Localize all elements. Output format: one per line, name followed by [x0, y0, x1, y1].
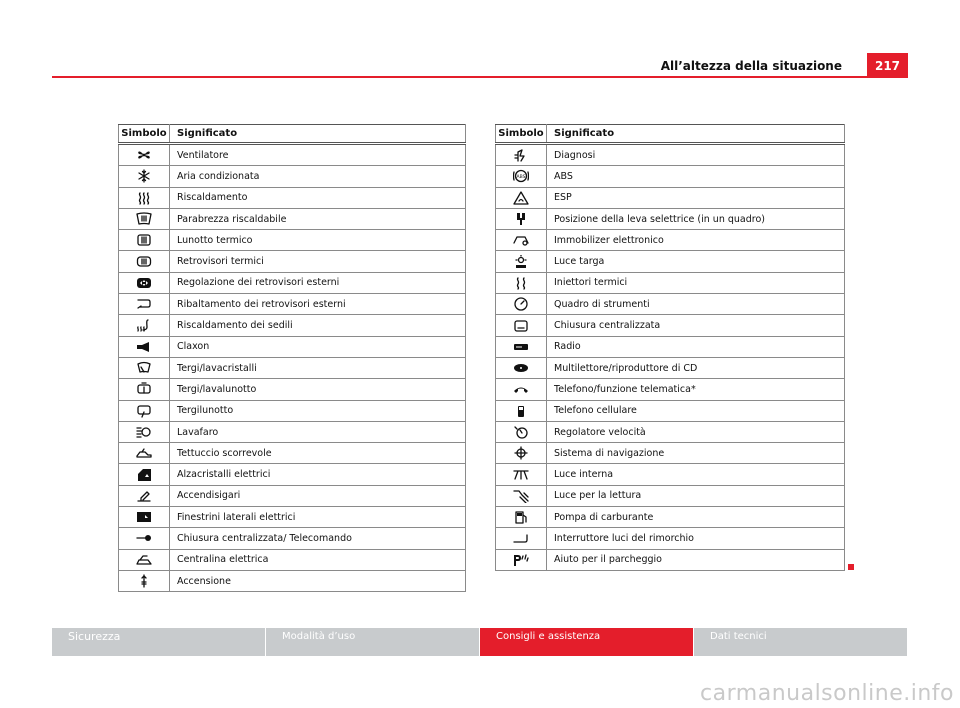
symbol-cell: [119, 230, 170, 251]
table-row: [119, 421, 466, 442]
symbol-cell: [119, 485, 170, 506]
radio-icon: [513, 340, 529, 354]
symbol-cell: [496, 336, 547, 357]
meaning-cell: Riscaldamento dei sedili: [170, 315, 466, 336]
symbol-cell: [119, 549, 170, 570]
footer-tab-dati-tecnici[interactable]: Dati tecnici: [694, 628, 907, 656]
table-row: [119, 485, 466, 506]
symbol-cell: [496, 294, 547, 315]
watermark: carmanualsonline.info: [700, 681, 954, 706]
front-wiper-washer-icon: [136, 361, 152, 375]
meaning-cell: Aiuto per il parcheggio: [547, 549, 845, 570]
symbol-cell: [496, 272, 547, 293]
table-row: [119, 272, 466, 293]
table-row: [119, 315, 466, 336]
meaning-cell: Radio: [547, 336, 845, 357]
meaning-cell: Pompa di carburante: [547, 507, 845, 528]
meaning-cell: Ribaltamento dei retrovisori esterni: [170, 294, 466, 315]
symbol-cell: [496, 421, 547, 442]
symbol-cell: [119, 315, 170, 336]
plate-light-icon: [513, 255, 529, 269]
meaning-cell: Multilettore/riproduttore di CD: [547, 357, 845, 378]
heating-icon: [136, 191, 152, 205]
symbol-cell: [496, 549, 547, 570]
symbol-cell: [119, 507, 170, 528]
abs-icon-text: ABS: [516, 175, 526, 181]
symbol-cell: [119, 208, 170, 229]
symbol-cell: [496, 208, 547, 229]
symbol-cell: [119, 357, 170, 378]
meaning-cell: Luce per la lettura: [547, 485, 845, 506]
windshield-heat-icon: [136, 212, 152, 226]
footer-nav: [52, 628, 908, 656]
table-row: [119, 208, 466, 229]
symbol-cell: [119, 294, 170, 315]
remote-key-icon: [136, 531, 152, 545]
table-header-row: [496, 125, 845, 144]
abs-icon: [513, 169, 529, 183]
meaning-cell: Quadro di strumenti: [547, 294, 845, 315]
symbol-cell: [496, 357, 547, 378]
meaning-cell: ESP: [547, 187, 845, 208]
symbol-cell: [119, 166, 170, 187]
gear-selector-icon: [513, 212, 529, 226]
table-row: [119, 230, 466, 251]
meaning-cell: Claxon: [170, 336, 466, 357]
table-row: [119, 570, 466, 591]
table-row: [496, 549, 845, 570]
symbol-cell: [496, 315, 547, 336]
symbol-cell: [119, 528, 170, 549]
meaning-cell: Accendisigari: [170, 485, 466, 506]
symbol-cell: [496, 464, 547, 485]
footer-tab-modalita-uso[interactable]: Modalità d’uso: [266, 628, 479, 656]
table-row: [119, 528, 466, 549]
column-header-symbol: Simbolo: [496, 125, 547, 144]
section-title: All’altezza della situazione: [660, 59, 842, 73]
table-row: [496, 251, 845, 272]
table-row: [119, 144, 466, 166]
meaning-cell: Alzacristalli elettrici: [170, 464, 466, 485]
table-row: [119, 357, 466, 378]
reading-light-icon: [513, 489, 529, 503]
headlight-washer-icon: [136, 425, 152, 439]
meaning-cell: Immobilizer elettronico: [547, 230, 845, 251]
symbol-cell: [119, 251, 170, 272]
table-row: [119, 166, 466, 187]
ignition-icon: [136, 574, 152, 588]
table-row: [496, 485, 845, 506]
symbol-cell: [496, 507, 547, 528]
symbol-cell: [119, 443, 170, 464]
central-lock-icon: [513, 319, 529, 333]
table-row: [496, 379, 845, 400]
meaning-cell: ABS: [547, 166, 845, 187]
table-row: [119, 400, 466, 421]
meaning-cell: Sistema di navigazione: [547, 443, 845, 464]
meaning-cell: Tergilunotto: [170, 400, 466, 421]
symbol-cell: [119, 336, 170, 357]
symbol-cell: [496, 166, 547, 187]
symbol-cell: [496, 144, 547, 166]
symbol-cell: [119, 187, 170, 208]
power-window-icon: [136, 468, 152, 482]
column-header-meaning: Significato: [547, 125, 845, 144]
table-row: [496, 272, 845, 293]
table-row: [119, 251, 466, 272]
telephone-icon: [513, 382, 529, 396]
meaning-cell: Chiusura centralizzata/ Telecomando: [170, 528, 466, 549]
mirror-adjust-icon: [136, 276, 152, 290]
meaning-cell: Riscaldamento: [170, 187, 466, 208]
horn-icon: [136, 340, 152, 354]
table-header-row: [119, 125, 466, 144]
symbol-cell: [119, 421, 170, 442]
column-header-meaning: Significato: [170, 125, 466, 144]
table-row: [496, 357, 845, 378]
fuel-pump-icon: [513, 510, 529, 524]
trailer-light-icon: [513, 531, 529, 545]
cruise-control-icon: [513, 425, 529, 439]
symbol-cell: [119, 570, 170, 591]
meaning-cell: Tergi/lavalunotto: [170, 379, 466, 400]
table-row: [496, 166, 845, 187]
rear-wiper-washer-icon: [136, 382, 152, 396]
symbol-table-left: [118, 124, 466, 592]
table-row: [119, 549, 466, 570]
parking-aid-icon: [513, 553, 529, 567]
mobile-phone-icon: [513, 404, 529, 418]
car-electrics-icon: [136, 553, 152, 567]
symbol-cell: [119, 144, 170, 166]
meaning-cell: Finestrini laterali elettrici: [170, 507, 466, 528]
meaning-cell: Regolatore velocità: [547, 421, 845, 442]
table-row: [496, 294, 845, 315]
rear-window-heat-icon: [136, 233, 152, 247]
table-row: [496, 315, 845, 336]
table-row: [119, 443, 466, 464]
meaning-cell: Parabrezza riscaldabile: [170, 208, 466, 229]
rear-wiper-icon: [136, 404, 152, 418]
meaning-cell: Iniettori termici: [547, 272, 845, 293]
table-row: [496, 336, 845, 357]
meaning-cell: Centralina elettrica: [170, 549, 466, 570]
table-row: [496, 528, 845, 549]
symbol-cell: [496, 187, 547, 208]
meaning-cell: Lunotto termico: [170, 230, 466, 251]
snowflake-icon: [136, 169, 152, 183]
table-row: [119, 336, 466, 357]
cd-player-icon: [513, 361, 529, 375]
symbol-cell: [119, 379, 170, 400]
table-row: [496, 400, 845, 421]
footer-tab-consigli-assistenza[interactable]: Consigli e assistenza: [480, 628, 693, 656]
symbol-cell: [496, 251, 547, 272]
symbol-cell: [496, 400, 547, 421]
meaning-cell: Diagnosi: [547, 144, 845, 166]
meaning-cell: Tergi/lavacristalli: [170, 357, 466, 378]
immobilizer-icon: [513, 233, 529, 247]
symbol-cell: [496, 230, 547, 251]
esp-icon: [513, 191, 529, 205]
symbol-cell: [119, 464, 170, 485]
table-row: [496, 507, 845, 528]
meaning-cell: Interruttore luci del rimorchio: [547, 528, 845, 549]
diagnosis-icon: [513, 148, 529, 162]
sunroof-icon: [136, 446, 152, 460]
interior-light-icon: [513, 468, 529, 482]
meaning-cell: Tettuccio scorrevole: [170, 443, 466, 464]
navigation-icon: [513, 446, 529, 460]
table-row: [119, 294, 466, 315]
table-row: [496, 421, 845, 442]
table-row: [496, 443, 845, 464]
side-window-icon: [136, 510, 152, 524]
fan-icon: [136, 148, 152, 162]
meaning-cell: Telefono cellulare: [547, 400, 845, 421]
instrument-cluster-icon: [513, 297, 529, 311]
table-row: [119, 379, 466, 400]
table-row: [496, 230, 845, 251]
header-rule: [52, 76, 908, 78]
symbol-cell: [119, 400, 170, 421]
page-number: 217: [867, 53, 908, 77]
meaning-cell: Telefono/funzione telematica*: [547, 379, 845, 400]
meaning-cell: Luce targa: [547, 251, 845, 272]
seat-heat-icon: [136, 319, 152, 333]
meaning-cell: Luce interna: [547, 464, 845, 485]
meaning-cell: Regolazione dei retrovisori esterni: [170, 272, 466, 293]
symbol-cell: [119, 272, 170, 293]
mirror-fold-icon: [136, 297, 152, 311]
symbol-cell: [496, 379, 547, 400]
table-row: [119, 187, 466, 208]
meaning-cell: Posizione della leva selettrice (in un quadro): [547, 208, 845, 229]
meaning-cell: Lavafaro: [170, 421, 466, 442]
symbol-cell: [496, 443, 547, 464]
meaning-cell: Ventilatore: [170, 144, 466, 166]
symbol-cell: [496, 528, 547, 549]
mirror-heat-icon: [136, 255, 152, 269]
cigarette-lighter-icon: [136, 489, 152, 503]
symbol-cell: [496, 485, 547, 506]
meaning-cell: Chiusura centralizzata: [547, 315, 845, 336]
column-header-symbol: Simbolo: [119, 125, 170, 144]
meaning-cell: Aria condizionata: [170, 166, 466, 187]
meaning-cell: Retrovisori termici: [170, 251, 466, 272]
table-row: [496, 144, 845, 166]
table-row: [119, 464, 466, 485]
footer-tab-sicurezza[interactable]: Sicurezza: [52, 628, 265, 656]
table-row: [496, 208, 845, 229]
symbol-table-right: [495, 124, 845, 571]
table-row: [496, 187, 845, 208]
heated-jets-icon: [513, 276, 529, 290]
meaning-cell: Accensione: [170, 570, 466, 591]
table-row: [119, 507, 466, 528]
end-of-section-marker: [848, 564, 854, 570]
table-row: [496, 464, 845, 485]
